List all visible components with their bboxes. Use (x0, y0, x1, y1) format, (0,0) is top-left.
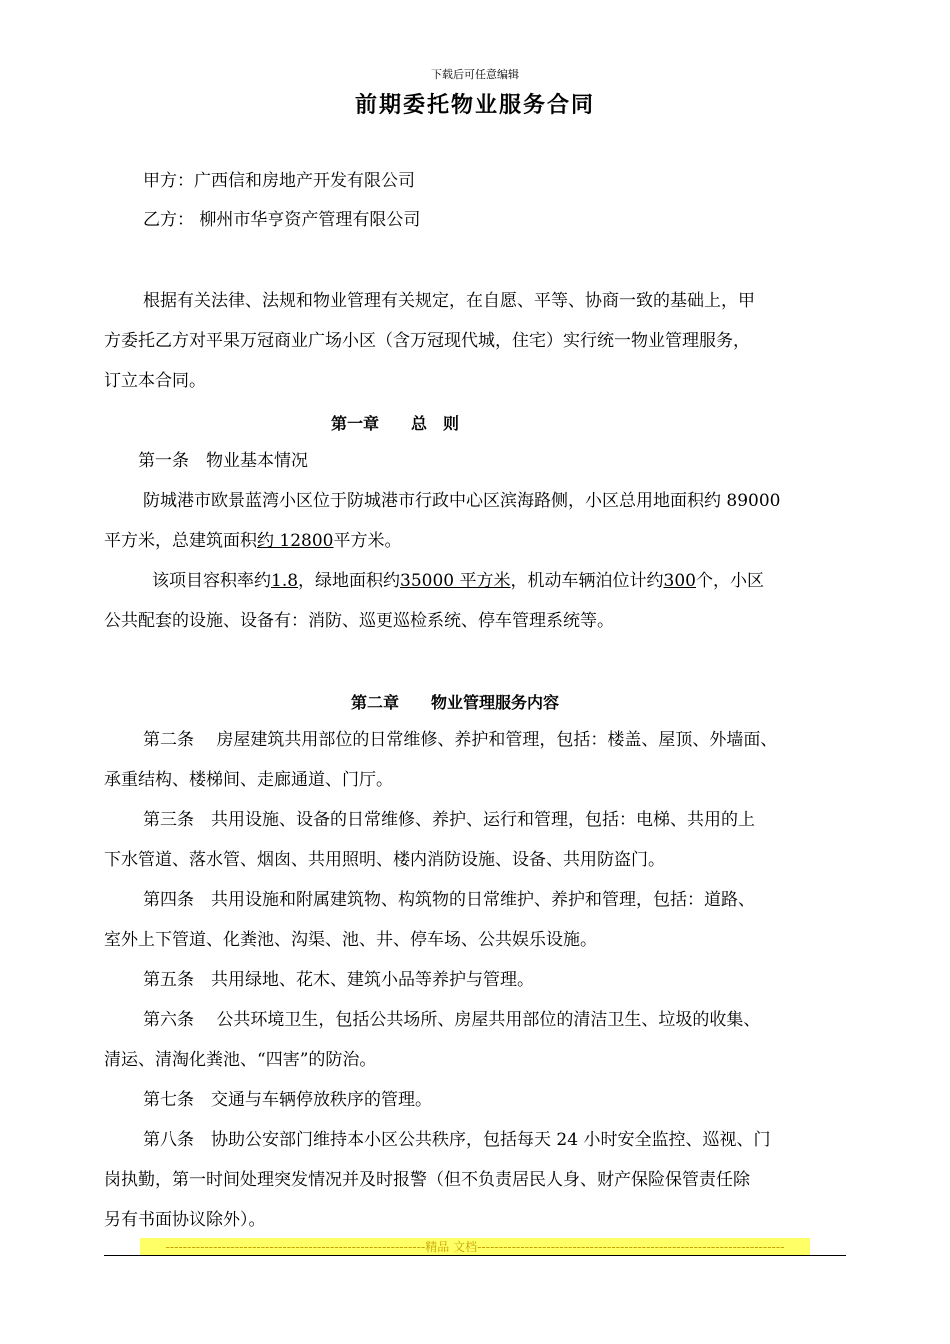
intro-line-2: 方委托乙方对平果万冠商业广场小区（含万冠现代城，住宅）实行统一物业管理服务， (104, 331, 750, 351)
article-1-title: 第一条 物业基本情况 (138, 451, 308, 471)
party-b: 乙方： 柳州市华亨资产管理有限公司 (143, 210, 421, 230)
header-note: 下载后可任意编辑 (431, 68, 519, 81)
footer-divider (104, 1255, 846, 1256)
article-line: 清运、清淘化粪池、“四害”的防治。 (104, 1050, 377, 1070)
article-line: 第四条 共用设施和附属建筑物、构筑物的日常维护、养护和管理，包括：道路、 (143, 890, 755, 910)
article-line: 第六条 公共环境卫生，包括公共场所、房屋共用部位的清洁卫生、垃圾的收集、 (143, 1010, 761, 1030)
article-line: 室外上下管道、化粪池、沟渠、池、井、停车场、公共娱乐设施。 (104, 930, 597, 950)
article-line: 另有书面协议除外）。 (104, 1210, 266, 1230)
article-1-line-3 (152, 571, 764, 591)
article-1-line-4: 公共配套的设施、设备有：消防、巡更巡检系统、停车管理系统等。 (104, 611, 614, 631)
text: ，机动车辆泊位计约 (510, 571, 664, 591)
footer-watermark: ------------------------------------------------------------精品 文档----------------------------------------------------------------------- (140, 1238, 810, 1255)
article-line: 承重结构、楼梯间、走廊通道、门厅。 (104, 770, 393, 790)
party-a: 甲方：广西信和房地产开发有限公司 (143, 171, 415, 191)
intro-line-1: 根据有关法律、法规和物业管理有关规定，在自愿、平等、协商一致的基础上，甲 (143, 291, 755, 311)
article-1-line-2 (104, 531, 401, 551)
intro-line-3: 订立本合同。 (104, 371, 206, 391)
chapter-1-heading: 第一章 总 则 (331, 414, 460, 433)
article-line: 第二条 房屋建筑共用部位的日常维修、养护和管理，包括：楼盖、屋顶、外墙面、 (143, 730, 778, 750)
text: 该项目容积率约 (152, 571, 271, 591)
article-line: 第七条 交通与车辆停放秩序的管理。 (143, 1090, 432, 1110)
chapter-2-heading: 第二章 物业管理服务内容 (351, 693, 560, 712)
area-value: 约 12800 (257, 531, 334, 551)
article-line: 下水管道、落水管、烟囱、共用照明、楼内消防设施、设备、共用防盗门。 (104, 850, 665, 870)
article-line: 第五条 共用绿地、花木、建筑小品等养护与管理。 (143, 970, 534, 990)
text: 个，小区 (695, 571, 764, 591)
green-area-value: 35000 平方米 (400, 571, 511, 591)
article-line: 第三条 共用设施、设备的日常维修、养护、运行和管理，包括：电梯、共用的上 (143, 810, 755, 830)
article-1-line-1: 防城港市欧景蓝湾小区位于防城港市行政中心区滨海路侧，小区总用地面积约 89000 (143, 491, 781, 511)
text: ，绿地面积约 (298, 571, 401, 591)
parking-value: 300 (663, 571, 696, 591)
text: 平方米，总建筑面积 (104, 531, 257, 551)
page-title: 前期委托物业服务合同 (354, 93, 595, 118)
article-line: 第八条 协助公安部门维持本小区公共秩序，包括每天 24 小时安全监控、巡视、门 (143, 1130, 771, 1150)
article-line: 岗执勤，第一时间处理突发情况并及时报警（但不负责居民人身、财产保险保管责任除 (104, 1170, 750, 1190)
text: 平方米。 (333, 531, 402, 551)
plot-ratio-value: 1.8 (271, 571, 299, 591)
